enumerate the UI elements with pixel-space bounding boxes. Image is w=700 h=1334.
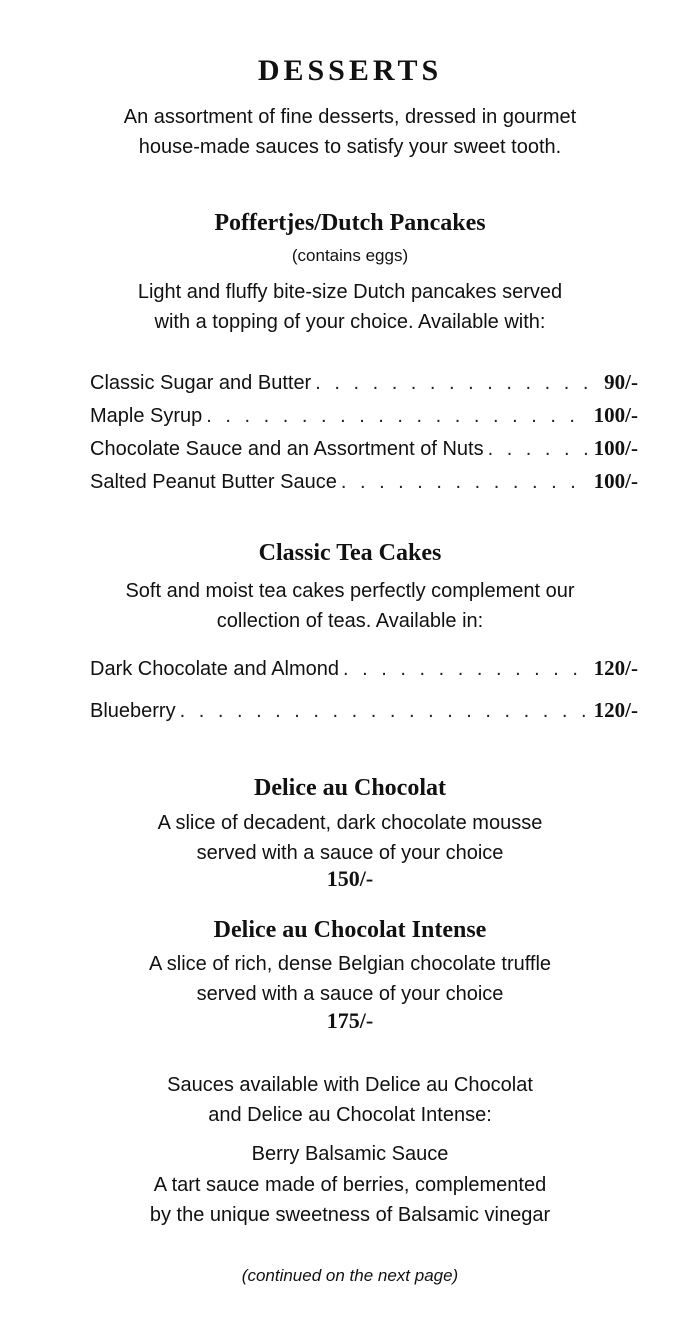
continued-note: (continued on the next page) — [241, 1266, 459, 1285]
sauce-desc-line-1: A tart sauce made of berries, complemented — [153, 1174, 547, 1196]
dot-leader — [206, 405, 589, 428]
delice-heading: Delice au Chocolat — [254, 775, 446, 801]
menu-item — [90, 698, 638, 732]
menu-item-price: 100/- — [593, 436, 638, 460]
dot-leader — [315, 372, 600, 395]
menu-item-name: Classic Sugar and Butter — [90, 372, 312, 394]
menu-item — [90, 370, 638, 404]
intro-text — [0, 102, 700, 162]
delice-intense-price: 175/- — [326, 1008, 374, 1033]
sauce-name: Berry Balsamic Sauce — [251, 1143, 449, 1165]
delice-intense-description — [0, 949, 700, 1009]
delice-desc-line-2: served with a sauce of your choice — [196, 842, 504, 864]
tea-cakes-heading: Classic Tea Cakes — [258, 540, 442, 566]
delice-intense-heading: Delice au Chocolat Intense — [213, 917, 487, 943]
menu-item — [90, 436, 638, 470]
delice-price: 150/- — [326, 866, 374, 891]
menu-item-name: Dark Chocolate and Almond — [90, 658, 340, 680]
menu-item — [90, 403, 638, 437]
menu-item-price: 100/- — [593, 469, 638, 493]
tea-cakes-desc-line-1: Soft and moist tea cakes perfectly complement our — [125, 580, 575, 602]
menu-item-name: Chocolate Sauce and an Assortment of Nuts — [90, 438, 484, 460]
dot-leader — [180, 700, 590, 723]
intro-line-1: An assortment of fine desserts, dressed in gourmet — [123, 106, 577, 128]
menu-item-price: 120/- — [593, 698, 638, 722]
menu-item-name: Maple Syrup — [90, 405, 203, 427]
delice-desc-line-1: A slice of decadent, dark chocolate mousse — [157, 812, 543, 834]
dot-leader — [343, 658, 590, 681]
menu-item-price: 120/- — [593, 656, 638, 680]
tea-cakes-description — [0, 576, 700, 636]
menu-item-price: 100/- — [593, 403, 638, 427]
menu-item-name: Blueberry — [90, 700, 176, 722]
menu-item — [90, 656, 638, 690]
delice-description — [0, 808, 700, 868]
dot-leader — [341, 471, 590, 494]
sauces-intro-line-1: Sauces available with Delice au Chocolat — [167, 1074, 533, 1096]
dot-leader — [488, 438, 590, 461]
delice-intense-desc-line-2: served with a sauce of your choice — [196, 983, 504, 1005]
poffertjes-desc-line-1: Light and fluffy bite-size Dutch pancakes served — [137, 281, 563, 303]
sauces-intro-line-2: and Delice au Chocolat Intense: — [208, 1104, 492, 1126]
tea-cakes-desc-line-2: collection of teas. Available in: — [216, 610, 484, 632]
menu-item-name: Salted Peanut Butter Sauce — [90, 471, 337, 493]
poffertjes-desc-line-2: with a topping of your choice. Available with: — [154, 311, 546, 333]
intro-line-2: house-made sauces to satisfy your sweet tooth. — [138, 136, 562, 158]
sauce-desc-line-2: by the unique sweetness of Balsamic vinegar — [149, 1204, 551, 1226]
poffertjes-heading: Poffertjes/Dutch Pancakes — [214, 210, 486, 236]
delice-intense-desc-line-1: A slice of rich, dense Belgian chocolate truffle — [148, 953, 552, 975]
sauce-description — [0, 1170, 700, 1230]
poffertjes-note: (contains eggs) — [291, 246, 409, 265]
menu-item — [90, 469, 638, 503]
menu-item-price: 90/- — [604, 370, 638, 394]
page-title: DESSERTS — [257, 54, 443, 87]
sauces-intro — [0, 1070, 700, 1130]
poffertjes-description — [0, 277, 700, 337]
